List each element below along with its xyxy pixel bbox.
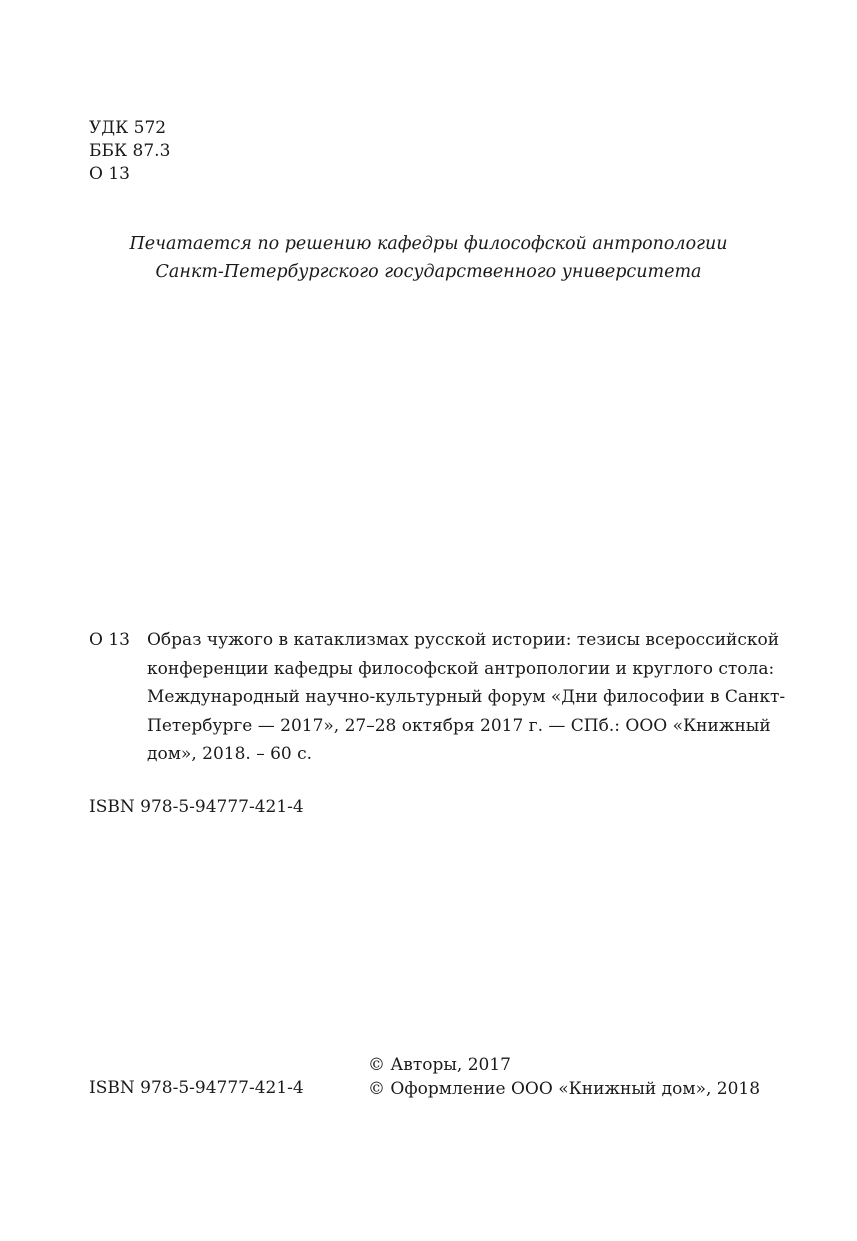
author-mark: О 13 bbox=[89, 164, 130, 184]
copyright-block bbox=[368, 1053, 760, 1101]
classification-codes bbox=[89, 117, 170, 186]
udk-code: УДК 572 bbox=[89, 118, 167, 138]
description-line: Петербурге — 2017», 27–28 октября 2017 г. — СПб.: ООО «Книжный bbox=[147, 715, 771, 736]
description-line: Международный научно-культурный форум «Дни философии в Санкт- bbox=[147, 687, 786, 707]
isbn: ISBN 978-5-94777-421-4 bbox=[89, 797, 304, 817]
bibliographic-description bbox=[147, 626, 786, 769]
approval-line-1: Печатается по решению кафедры философской антропологии bbox=[129, 234, 728, 254]
copyright-design: © Оформление ООО «Книжный дом», 2018 bbox=[368, 1079, 761, 1099]
imprint-isbn: ISBN 978-5-94777-421-4 bbox=[89, 1078, 304, 1098]
description-line: конференции кафедры философской антропологии и круглого стола: bbox=[147, 658, 775, 679]
copyright-authors: © Авторы, 2017 bbox=[368, 1055, 511, 1075]
approval-line-2: Санкт-Петербургского государственного университета bbox=[155, 262, 702, 282]
publication-approval bbox=[0, 230, 857, 286]
bbk-code: ББК 87.3 bbox=[89, 141, 171, 161]
entry-author-mark: О 13 bbox=[89, 630, 130, 650]
description-line: дом», 2018. – 60 с. bbox=[147, 744, 313, 764]
description-line: Образ чужого в катаклизмах русской истории: тезисы всероссийской bbox=[147, 630, 780, 650]
